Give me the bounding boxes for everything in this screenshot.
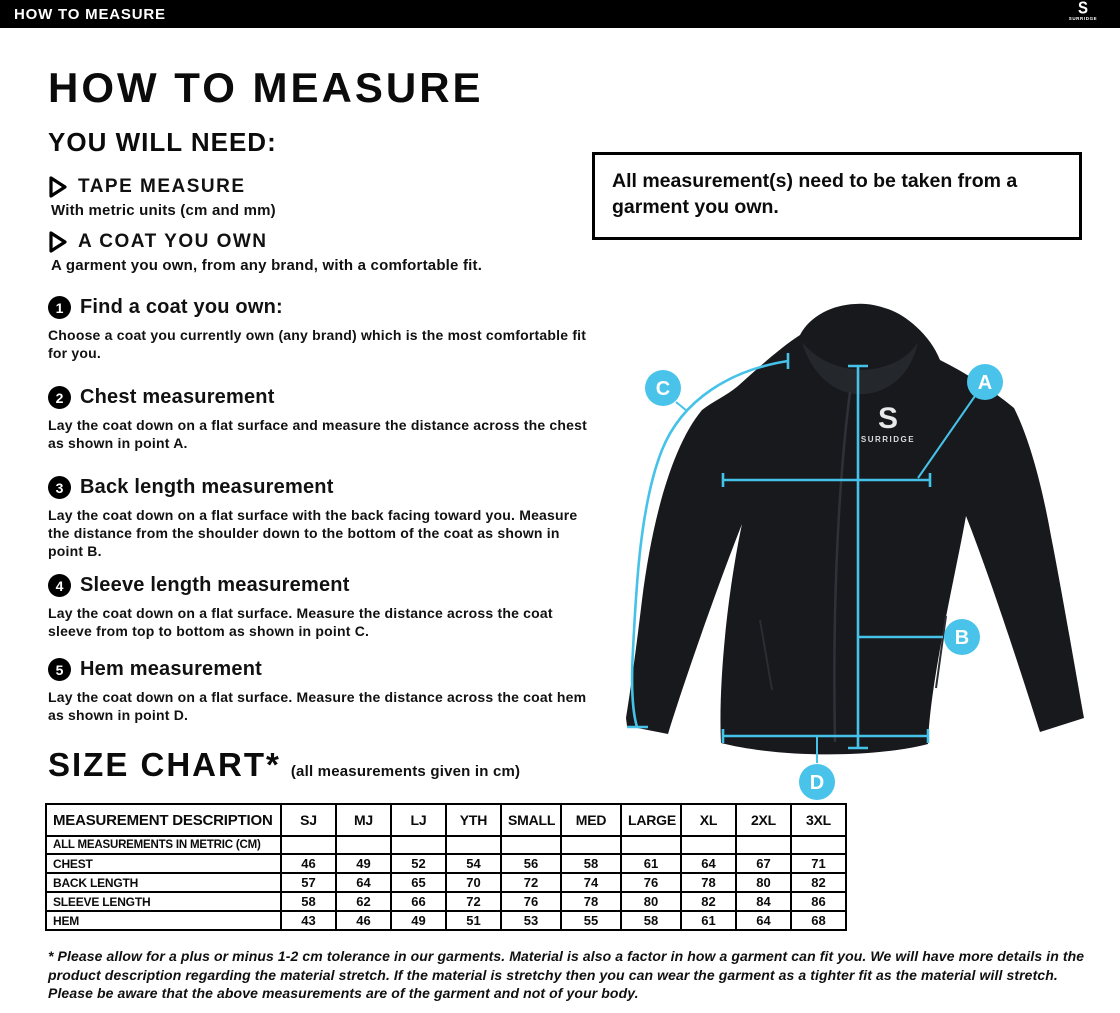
jacket-logo-wordmark: SURRIDGE [860,435,916,444]
empty-cell [681,836,736,854]
step-title: Chest measurement [80,386,275,408]
requirement-detail: A garment you own, from any brand, with a comfortable fit. [51,257,483,274]
requirement-tape-measure [48,176,608,219]
col-header: SJ [281,804,336,836]
point-b-label: B [954,627,970,649]
row-label: HEM [46,911,281,930]
size-chart-heading [48,746,520,784]
cell-value: 49 [391,911,446,930]
col-header: XL [681,804,736,836]
cell-value: 49 [336,854,391,873]
step-title: Back length measurement [80,476,334,498]
cell-value: 57 [281,873,336,892]
cell-value: 68 [791,911,846,930]
cell-value: 56 [501,854,561,873]
step-body: Lay the coat down on a flat surface and measure the distance across the chest as shown in point A. [48,417,588,452]
cell-value: 78 [561,892,621,911]
cell-value: 82 [791,873,846,892]
cell-value: 74 [561,873,621,892]
cell-value: 46 [336,911,391,930]
row-label: BACK LENGTH [46,873,281,892]
jacket-measurement-diagram [610,290,1110,814]
empty-cell [336,836,391,854]
requirement-detail: With metric units (cm and mm) [51,202,276,219]
cell-value: 65 [391,873,446,892]
point-a-label: A [977,372,993,394]
step-number-badge: 5 [48,658,71,681]
col-header: SMALL [501,804,561,836]
cell-value: 58 [561,854,621,873]
cell-value: 64 [336,873,391,892]
metric-note: ALL MEASUREMENTS IN METRIC (CM) [46,836,281,854]
row-label: SLEEVE LENGTH [46,892,281,911]
step-2 [48,386,604,452]
cell-value: 80 [736,873,791,892]
size-chart-title: SIZE CHART* [48,746,281,783]
cell-value: 61 [621,854,681,873]
step-title: Find a coat you own: [80,296,283,318]
cell-value: 51 [446,911,501,930]
requirement-coat [48,231,608,274]
table-row [46,911,846,930]
requirement-label: TAPE MEASURE [78,176,246,197]
requirement-label: A COAT YOU OWN [78,231,268,252]
col-header: 2XL [736,804,791,836]
cell-value: 53 [501,911,561,930]
cell-value: 71 [791,854,846,873]
triangle-bullet-icon [48,231,68,253]
cell-value: 58 [281,892,336,911]
cell-value: 70 [446,873,501,892]
step-number-badge: 3 [48,476,71,499]
cell-value: 78 [681,873,736,892]
jacket-logo-s: S [877,402,899,435]
cell-value: 55 [561,911,621,930]
empty-cell [561,836,621,854]
cell-value: 61 [681,911,736,930]
point-d-label: D [809,772,825,794]
cell-value: 54 [446,854,501,873]
step-body: Lay the coat down on a flat surface. Measure the distance across the coat sleeve from top to bottom as shown in point C. [48,605,553,640]
cell-value: 82 [681,892,736,911]
table-row [46,854,846,873]
step-3 [48,476,604,561]
col-header: 3XL [791,804,846,836]
pointer-c-connector [676,402,687,411]
cell-value: 84 [736,892,791,911]
cell-value: 64 [681,854,736,873]
top-bar [0,0,1120,28]
page-title: HOW TO MEASURE [48,64,484,111]
empty-cell [501,836,561,854]
cell-value: 52 [391,854,446,873]
col-header: MEASUREMENT DESCRIPTION [46,804,281,836]
surridge-wordmark: SURRIDGE [1068,16,1098,21]
cell-value: 80 [621,892,681,911]
surridge-logo [1060,1,1106,22]
empty-cell [391,836,446,854]
col-header: YTH [446,804,501,836]
point-c-label: C [655,378,671,400]
row-label: CHEST [46,854,281,873]
triangle-bullet-icon [48,176,68,198]
col-header: LJ [391,804,446,836]
jacket-illustration [626,304,1084,755]
surridge-s-icon: S [1077,0,1088,19]
empty-cell [791,836,846,854]
cell-value: 76 [501,892,561,911]
cell-value: 64 [736,911,791,930]
cell-value: 86 [791,892,846,911]
step-title: Hem measurement [80,658,262,680]
topbar-title: HOW TO MEASURE [14,5,166,23]
cell-value: 76 [621,873,681,892]
size-chart-subtitle: (all measurements given in cm) [290,763,521,780]
step-title: Sleeve length measurement [80,574,350,596]
empty-cell [446,836,501,854]
cell-value: 72 [446,892,501,911]
step-1 [48,296,604,362]
size-chart-table [45,803,847,931]
table-row [46,892,846,911]
step-4 [48,574,604,640]
col-header: MED [561,804,621,836]
step-number-badge: 1 [48,296,71,319]
table-note-row [46,836,846,854]
cell-value: 46 [281,854,336,873]
cell-value: 58 [621,911,681,930]
measurement-callout: All measurement(s) need to be taken from a garment you own. [592,152,1082,240]
tolerance-footnote: * Please allow for a plus or minus 1-2 cm tolerance in our garments. Material is also a factor in how a garment can fit you. We will have more details in the product description regarding the material stretch. If the material is stretchy then you can wear the garment as a tighter fit as the material will stretch. Please be aware that the above measurements are of the garment and not of your body. [48,948,1085,1002]
step-body: Lay the coat down on a flat surface. Measure the distance across the coat hem as shown in point D. [48,689,587,724]
step-number-badge: 2 [48,386,71,409]
cell-value: 67 [736,854,791,873]
step-body: Lay the coat down on a flat surface with the back facing toward you. Measure the distance from the shoulder down to the bottom of the coat as shown in point B. [48,507,578,560]
step-5 [48,658,604,724]
col-header: LARGE [621,804,681,836]
cell-value: 66 [391,892,446,911]
table-row [46,873,846,892]
cell-value: 72 [501,873,561,892]
step-number-badge: 4 [48,574,71,597]
step-body: Choose a coat you currently own (any brand) which is the most comfortable fit for you. [48,327,587,362]
empty-cell [281,836,336,854]
empty-cell [736,836,791,854]
you-will-need-heading: YOU WILL NEED: [48,127,277,157]
cell-value: 43 [281,911,336,930]
col-header: MJ [336,804,391,836]
table-header-row [46,804,846,836]
cell-value: 62 [336,892,391,911]
empty-cell [621,836,681,854]
